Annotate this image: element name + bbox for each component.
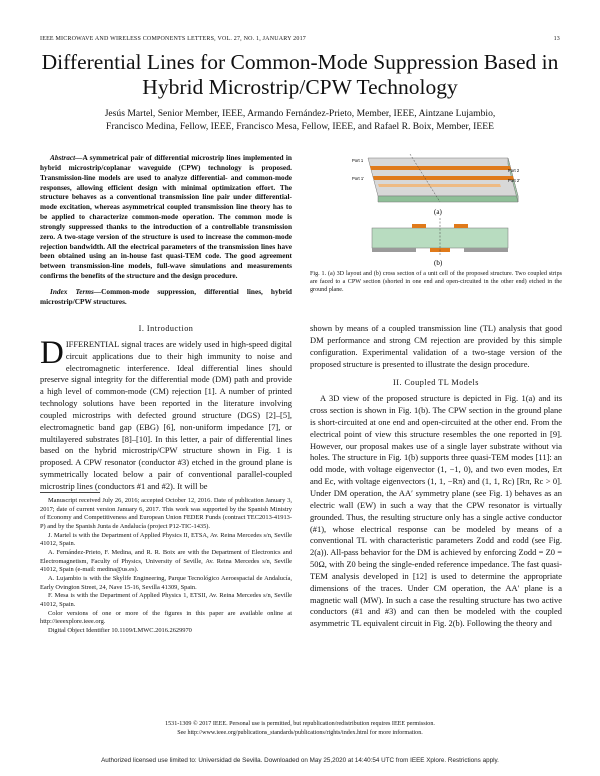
port-1p-label: Port 1' (352, 176, 364, 181)
author-list (40, 108, 560, 133)
abstract (40, 153, 292, 281)
index-terms-label: Index Terms— (50, 286, 102, 296)
author-line-1: Jesús Martel, Senior Member, IEEE, Armando Fernández-Prieto, Member, IEEE, Aintzane Lujambio, (104, 108, 496, 119)
index-terms-text: Common-mode suppression, differential lines, hybrid microstrip/CPW structures. (40, 286, 292, 306)
journal-name: IEEE MICROWAVE AND WIRELESS COMPONENTS LETTERS, VOL. 27, NO. 1, JANUARY 2017 (40, 36, 306, 42)
index-terms (40, 287, 292, 307)
figure-1a-3d-layout (368, 154, 518, 202)
footnote-rule (40, 492, 100, 493)
right-paragraph-1: shown by means of a coupled transmission line (TL) analysis that good DM performance and strong CM rejection are provided by this simple configuration. Experimental validation of a two-stage version of the proposed structure is presented to illustrate the design procedure. (310, 323, 562, 369)
substrate-side (378, 196, 518, 202)
figure-label-a: (a) (434, 208, 442, 216)
footnote: Digital Object Identifier 10.1109/LMWC.2016.2629970 (48, 626, 192, 634)
port-2-label: Port 2 (508, 168, 520, 173)
footnote: J. Martel is with the Department of Applied Physics II, ETSA, Av. Reina Mercedes s/n, Seville 41012, Spain. (40, 531, 292, 548)
coupled-strip (370, 166, 511, 170)
footnote: A. Lujambio is with the Skylife Engineering, Parque Tecnológico Aeroespacial de Andalucía, Early Ovington Street, 24, Nave 15-16, Sevilla 41309, Spain. (40, 574, 292, 591)
right-paragraph-2: A 3D view of the proposed structure is depicted in Fig. 1(a) and its cross section is shown in Fig. 1(b). The CPW section in the ground plane is short-circuited at one end and open-circuited at the other end. From the electrical point of view this structure resembles the one reported in [9]. However, our proposal makes use of a single layer substrate without via holes. The structure in Fig. 1(b) supports three quasi-TEM modes [11]: an odd mode, with voltage eigenvector (1, −1, 0), and two even modes, Eπ and Ec, with voltage eigenvectors (1, 1, −Rπ) and (1, 1, Rc) [Rπ, Rc > 0]. Under DM operation, the AA′ symmetry plane (see Fig. 1) behaves as an electric wall (EW) in such a way that the CPW resonator is virtually grounded. Thus, the resulting structure only has a single active conductor (#1), whose electrical response can be modeled by means of a conventional TL with characteristic parameters Zodd and εodd (see Fig. 2(a)). All-pass behavior for the DM is achieved by enforcing Zodd = Z0 = 50Ω, with Z0 being the single-ended reference impedance. The fast quasi-TEM analysis developed in [12] is used to determine the appropriate dimensions of the traces. Under CM operation, the AA′ plane is a magnetic wall (MW). In such a case the resulting structure has two active conductors (#1 and #3) and can then be modeled with the coupled asymmetric TL equivalent circuit in Fig. 2(b). Following the theory and (310, 393, 562, 629)
footnote: F. Mesa is with the Department of Applied Physics 1, ETSII, Av. Reina Mercedes s/n, Seville 41012, Spain. (40, 592, 292, 608)
paper-title: Differential Lines for Common-Mode Suppression Based in Hybrid Microstrip/CPW Technology (41, 50, 559, 99)
section-heading-coupled-tl: II. Coupled TL Models (393, 378, 479, 388)
figure-caption: Fig. 1. (a) 3D layout and (b) cross section of a unit cell of the proposed structure. Two coupled strips are faced to a CPW section (shorted in one end and open-circuited in the other end) etched in the ground plane. (310, 271, 562, 293)
ground-plane-left (372, 248, 416, 252)
figure-1 (350, 152, 530, 268)
abstract-block (40, 153, 292, 307)
intro-paragraph (40, 334, 292, 493)
running-header (40, 36, 560, 42)
intro-text: signal traces are widely used in high-speed digital circuit applications due to their high immunity to noise and electromagnetic interference. Ideal differential lines should preserve signal integrity for the differential mode (DM) path and provide a high level of common-mode (CM) rejection [1]. A number of printed technology solutions have been reported in the literature involving coupled microstrips with defected ground structure (DGS) [2]–[5], electromagnetic band gap (EBG) [6], non-uniform impedance [7], or multilayered substrates [8]–[10]. In this letter, a pair of differential lines based on the hybrid microstrip/CPW structure shown in Fig. 1 is proposed. A CPW resonator (conductor #3) etched in the ground plane is symmetrically located below a pair of conventional parallel-coupled microstrip lines (conductors #1 and #2). It will be (40, 338, 292, 491)
figure-1b-cross-section (372, 218, 508, 256)
left-column (40, 323, 292, 493)
coupled-strip (373, 176, 514, 180)
copyright-line-1: 1531-1309 © 2017 IEEE. Personal use is permitted, but republication/redistribution requires IEEE permission. (165, 721, 435, 727)
footnote: Color versions of one or more of the figures in this paper are available online at http://ieeexplore.ieee.org. (40, 609, 292, 626)
abstract-text: A symmetrical pair of differential microstrip lines implemented in hybrid microstrip/coplanar waveguide (CPW) technology is proposed. Transmission-line models are used to analyze differential- and common-mode responses, allowing efficient design with minimal optimization effort. The structure behaves as a conventional transmission line pair under differential-mode excitation, whereas asymmetrical coupled transmission line theory has to be applied to characterize common-mode operation. The common mode is strongly suppressed thanks to the introduction of a controllable transmission zero. A two-stage version of the structure is used to increase the common-mode rejection bandwidth. All the electrical parameters of the transmission lines have been obtained using an in-house fast quasi-TEM code. The good agreement between transmission-line models, full-wave simulations and measurements confirms the benefits of the structure and the design procedure. (40, 153, 292, 281)
drop-cap: D (40, 334, 64, 371)
cpw-section (378, 184, 501, 187)
author-line-2: Francisco Medina, Fellow, IEEE, Francisco Mesa, Fellow, IEEE, and Rafael R. Boix, Member, IEEE (106, 120, 494, 132)
intro-first-word: IFFERENTIAL (65, 338, 119, 349)
port-2p-label: Port 2' (508, 178, 520, 183)
port-1-label: Port 1 (352, 158, 364, 163)
abstract-label: Abstract— (50, 153, 83, 162)
footnotes (40, 497, 292, 636)
footnote: Manuscript received July 26, 2016; accepted October 12, 2016. Date of publication January 3, 2017; date of current version January 6, 2017. This work was supported by the Spanish Ministry of Economy and Competitiveness and European Union FEDER Funds (contract TEC2013-41913-P) and by the Spanish Junta de Andalucía (project P12-TIC-1435). (40, 497, 292, 530)
copyright-line-2: See http://www.ieee.org/publications_standards/publications/rights/index.html for more information. (177, 729, 423, 736)
strip-2 (454, 224, 468, 228)
substrate-cross-section (372, 228, 508, 248)
footnote: A. Fernández-Prieto, F. Medina, and R. R. Boix are with the Department of Electronics and Electromagnetism, Faculty of Physics, University of Seville, Av. Reina Mercedes s/n, Seville 41012, Spain (e-mail: medina@us.es). (40, 548, 292, 574)
download-notice: Authorized licensed use limited to: Universidad de Sevilla. Downloaded on May 25,2020 at 14:40:54 UTC from IEEE Xplore. Restrictions apply. (101, 757, 499, 764)
copyright-notice (40, 720, 560, 737)
right-column (310, 323, 562, 630)
figure-label-b: (b) (434, 259, 443, 267)
page-number: 13 (553, 36, 560, 42)
ground-plane-right (464, 248, 508, 252)
strip-1 (412, 224, 426, 228)
section-heading-introduction: I. Introduction (138, 324, 194, 333)
